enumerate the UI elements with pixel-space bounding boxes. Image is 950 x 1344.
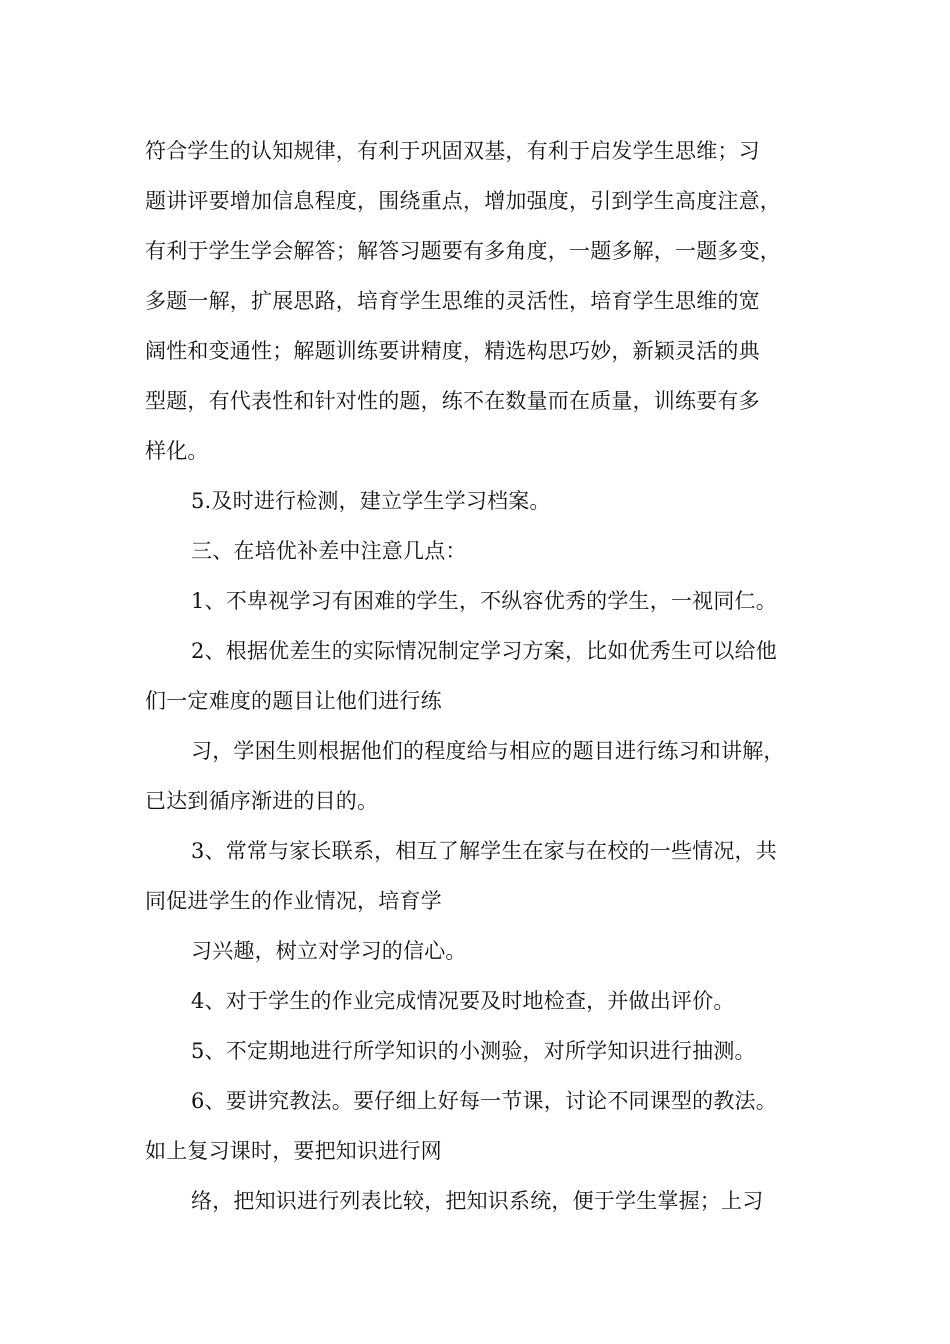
list-item: 2、根据优差生的实际情况制定学习方案，比如优秀生可以给他 [191, 639, 777, 663]
text-line: 如上复习课时，要把知识进行网 [145, 1139, 442, 1163]
list-item: 4、对于学生的作业完成情况要及时地检查，并做出评价。 [191, 989, 735, 1013]
list-item: 6、要讲究教法。要仔细上好每一节课，讨论不同课型的教法。 [191, 1089, 777, 1113]
text-line: 有利于学生学会解答；解答习题要有多角度，一题多解，一题多变， [145, 239, 781, 263]
text-line: 符合学生的认知规律，有利于巩固双基，有利于启发学生思维；习 [145, 139, 760, 163]
section-heading: 三、在培优补差中注意几点： [191, 539, 467, 563]
text-line: 络，把知识进行列表比较，把知识系统，便于学生掌握；上习 [191, 1189, 764, 1213]
text-line: 样化。 [145, 439, 209, 463]
text-line: 习，学困生则根据他们的程度给与相应的题目进行练习和讲解， [191, 739, 785, 763]
text-line: 5.及时进行检测，建立学生学习档案。 [191, 489, 551, 513]
text-line: 多题一解，扩展思路，培育学生思维的灵活性，培育学生思维的宽 [145, 289, 760, 313]
text-line: 习兴趣，树立对学习的信心。 [191, 939, 467, 963]
text-line: 题讲评要增加信息程度，围绕重点，增加强度，引到学生高度注意， [145, 189, 781, 213]
list-item: 5、不定期地进行所学知识的小测验，对所学知识进行抽测。 [191, 1039, 756, 1063]
text-line: 同促进学生的作业情况，培育学 [145, 889, 442, 913]
list-item: 3、常常与家长联系，相互了解学生在家与在校的一些情况，共 [191, 839, 777, 863]
list-item: 1、不卑视学习有困难的学生，不纵容优秀的学生，一视同仁。 [191, 589, 777, 613]
text-line: 已达到循序渐进的目的。 [145, 789, 379, 813]
text-line: 阔性和变通性；解题训练要讲精度，精选构思巧妙，新颖灵活的典 [145, 339, 760, 363]
text-line: 型题，有代表性和针对性的题，练不在数量而在质量，训练要有多 [145, 389, 760, 413]
text-line: 们一定难度的题目让他们进行练 [145, 689, 442, 713]
